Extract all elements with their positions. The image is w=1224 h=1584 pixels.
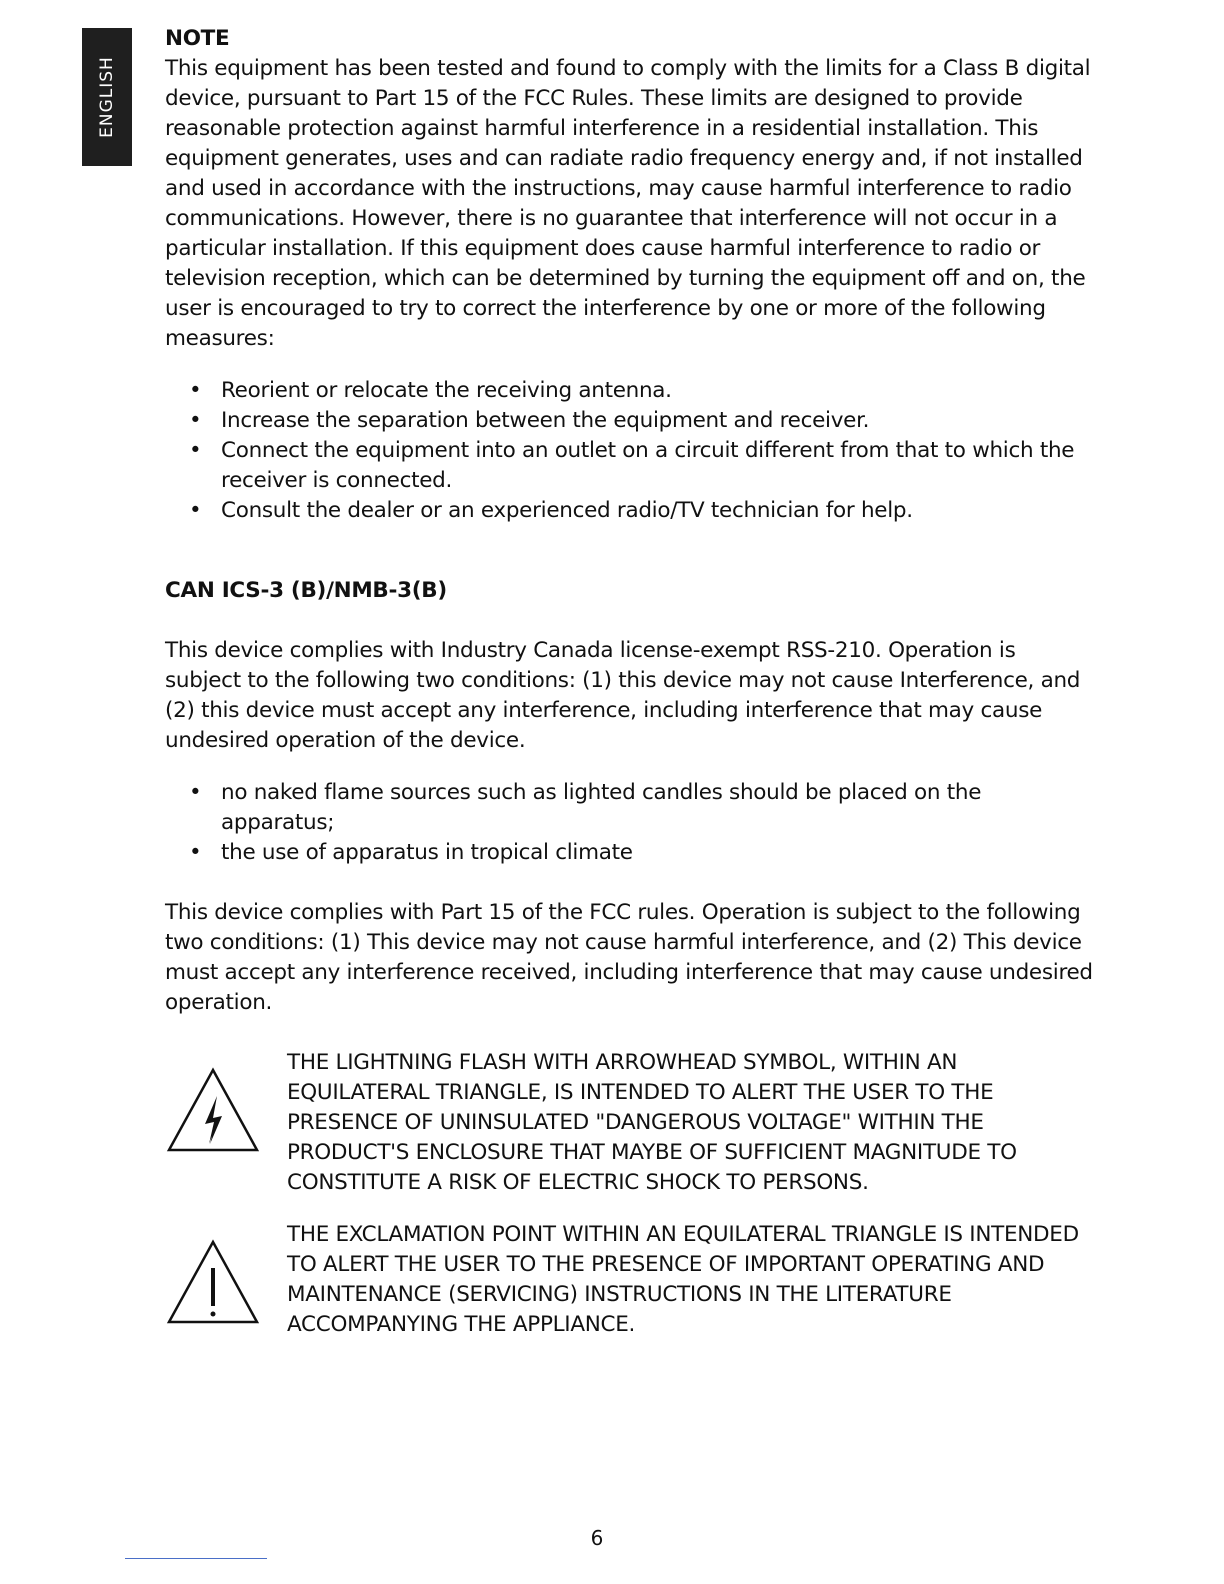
fcc-part15-body: This device complies with Part 15 of the FCC rules. Operation is subject to the following two conditions: (1) This device may not cause harmful interference, and (2) This device must accept any interference received, including interference that may cause undesired operation. [165,900,1093,1015]
canada-body: This device complies with Industry Canada license-exempt RSS-210. Operation is subject to the following two conditions: (1) this device may not cause Interference, and (2) this device must accept any interference, including interference that may cause undesired operation of the device. [165,638,1081,753]
language-side-tab [82,28,132,166]
list-item: • Increase the separation between the equipment and receiver. [221,406,1095,436]
language-label: ENGLISH [97,56,118,138]
list-item: • Reorient or relocate the receiving antenna. [221,376,1095,406]
exclamation-triangle-icon [165,1238,261,1326]
note-body: This equipment has been tested and found to comply with the limits for a Class B digital device, pursuant to Part 15 of the FCC Rules. These limits are designed to provide reasonable protection against harmful interference in a residential installation. This equipment generates, uses and can radiate radio frequency energy and, if not installed and used in accordance with the instructions, may cause harmful interference to radio communications. However, there is no guarantee that interference will not occur in a particular installation. If this equipment does cause harmful interference to radio or television reception, which can be determined by turning the equipment off and on, the user is encouraged to try to correct the interference by one or more of the following measures: [165,56,1091,351]
list-item: • Connect the equipment into an outlet on a circuit different from that to which the receiver is connected. [221,436,1095,496]
list-item: • Consult the dealer or an experienced radio/TV technician for help. [221,496,1095,526]
list-item: • no naked flame sources such as lighted candles should be placed on the apparatus; [221,778,1095,838]
lightning-triangle-icon [165,1066,261,1154]
exclamation-warning-text: THE EXCLAMATION POINT WITHIN AN EQUILATERAL TRIANGLE IS INTENDED TO ALERT THE USER TO THE PRESENCE OF IMPORTANT OPERATING AND MAINTENANCE (SERVICING) INSTRUCTIONS IN THE LITERATURE ACCOMPANYING THE APPLIANCE. [287,1222,1079,1337]
exclamation-warning [165,1220,1095,1340]
canada-conditions-list [165,778,1095,868]
footer-rule [125,1558,267,1559]
list-item: • the use of apparatus in tropical climate [221,838,1095,868]
lightning-warning-text: THE LIGHTNING FLASH WITH ARROWHEAD SYMBOL, WITHIN AN EQUILATERAL TRIANGLE, IS INTENDED TO ALERT THE USER TO THE PRESENCE OF UNINSULATED "DANGEROUS VOLTAGE" WITHIN THE PRODUCT'S ENCLOSURE THAT MAYBE OF SUFFICIENT MAGNITUDE TO CONSTITUTE A RISK OF ELECTRIC SHOCK TO PERSONS. [287,1050,1017,1195]
canada-heading: CAN ICS-3 (B)/NMB-3(B) [165,578,447,603]
note-measures-list [165,376,1095,526]
page-content [165,24,1095,1340]
lightning-warning [165,1048,1095,1198]
page-number: 6 [590,1526,604,1550]
note-heading: NOTE [165,26,230,51]
